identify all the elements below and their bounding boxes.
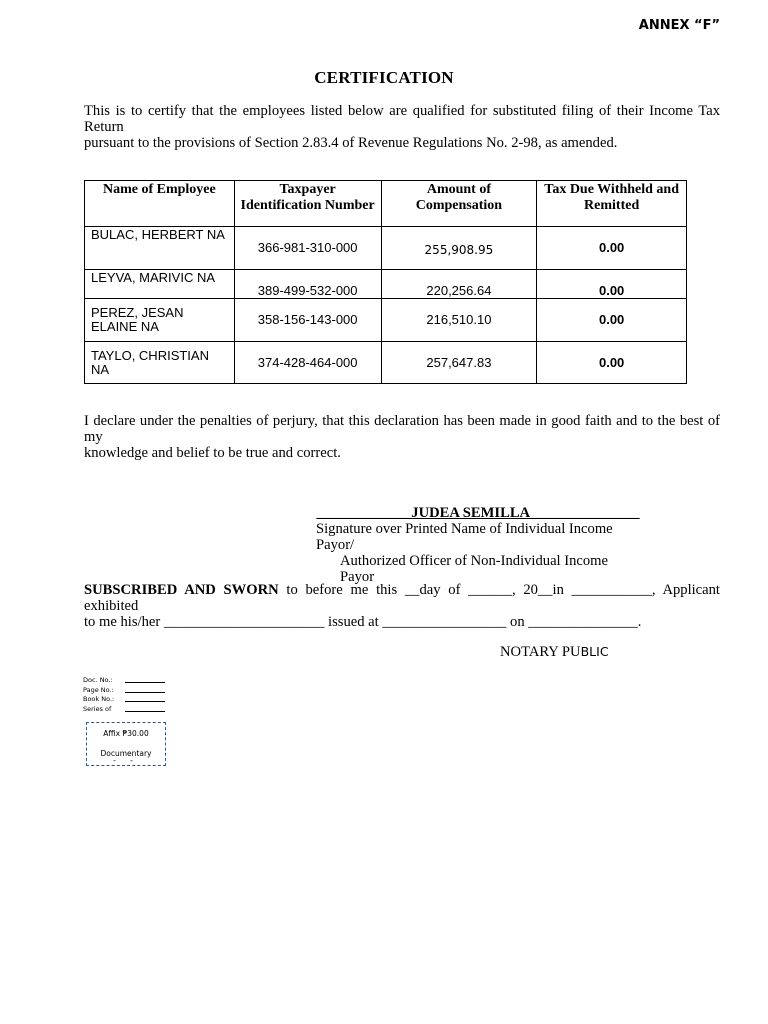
table-row (85, 342, 687, 384)
header-tax: Tax Due Withheld and Remitted (537, 181, 687, 227)
signature-caption: Signature over Printed Name of Individual Income Payor/ (316, 521, 613, 553)
declaration-line: I declare under the penalties of perjury, that this declaration has been made in good faith and to the best of my (84, 413, 720, 445)
stamp-text: Affix ₱30.00 (103, 729, 149, 738)
blank-line (125, 711, 165, 712)
declaration-paragraph (84, 413, 720, 461)
header-amount: Amount of Compensation (381, 181, 537, 227)
header-name: Name of Employee (85, 181, 235, 227)
employee-amount: 220,256.64 (381, 270, 537, 299)
doc-info-label: Series of (83, 704, 112, 713)
employee-tin: 358-156-143-000 (234, 299, 381, 342)
blank-line (125, 682, 165, 683)
employee-tin: 389-499-532-000 (234, 270, 381, 299)
employee-tax: 0.00 (537, 227, 687, 270)
sworn-statement (84, 582, 720, 630)
signature-block (316, 505, 640, 585)
doc-info-label: Doc. No.: (83, 676, 113, 684)
table-row (85, 270, 687, 299)
signature-caption: Authorized Officer of Non-Individual Income Payor (340, 553, 609, 585)
employee-tax: 0.00 (537, 299, 687, 342)
signatory-name: _____________JUDEA SEMILLA_______________ (316, 505, 640, 521)
page-title: CERTIFICATION (314, 68, 454, 87)
table-row (85, 299, 687, 342)
header-tin: Taxpayer Identification Number (234, 181, 381, 227)
employee-name: BULAC, HERBERT NA (85, 227, 235, 270)
employee-tax: 0.00 (537, 270, 687, 299)
employee-tin: 366-981-310-000 (234, 227, 381, 270)
declaration-line: knowledge and belief to be true and correct. (84, 445, 341, 461)
blank-line (125, 692, 165, 693)
doc-info-row (83, 686, 167, 696)
employee-name: LEYVA, MARIVIC NA (85, 270, 235, 299)
employee-tin: 374-428-464-000 (234, 342, 381, 384)
notary-text-small: BLIC (580, 644, 609, 659)
employee-name: TAYLO, CHRISTIAN NA (85, 342, 235, 384)
employee-amount: 257,647.83 (381, 342, 537, 384)
employee-table (84, 180, 687, 384)
intro-line: This is to certify that the employees listed below are qualified for substituted filing of their Income Tax Return (84, 103, 720, 135)
stamp-text: - - (113, 756, 139, 765)
sworn-line-2: to me his/her ______________________ issued at _________________ on _______________. (84, 614, 642, 630)
sworn-lead: SUBSCRIBED AND SWORN (84, 582, 279, 598)
doc-info-row (83, 695, 167, 705)
intro-line: pursuant to the provisions of Section 2.83.4 of Revenue Regulations No. 2-98, as amended. (84, 135, 618, 151)
sworn-text: to before me this __day of ______, 20__in ___________, Applicant exhibited (84, 582, 720, 614)
documentary-stamp-box (86, 722, 166, 766)
stamp-text: Documentary (100, 749, 152, 758)
employee-name: PEREZ, JESAN ELAINE NA (85, 299, 235, 342)
doc-info-label: Book No.: (83, 695, 115, 704)
intro-paragraph (84, 103, 720, 151)
employee-amount: 216,510.10 (381, 299, 537, 342)
doc-info-block (83, 676, 167, 714)
notary-text: NOTARY PU (500, 644, 581, 660)
blank-line (125, 701, 165, 702)
doc-info-row (83, 676, 167, 686)
annex-label: ANNEX “F” (638, 18, 720, 33)
employee-amount: 255,908.95 (381, 227, 537, 270)
table-header-row (85, 181, 687, 227)
doc-info-label: Page No.: (83, 685, 114, 694)
doc-info-row (83, 705, 167, 715)
table-row (85, 227, 687, 270)
employee-tax: 0.00 (537, 342, 687, 384)
notary-public-label (500, 644, 609, 661)
